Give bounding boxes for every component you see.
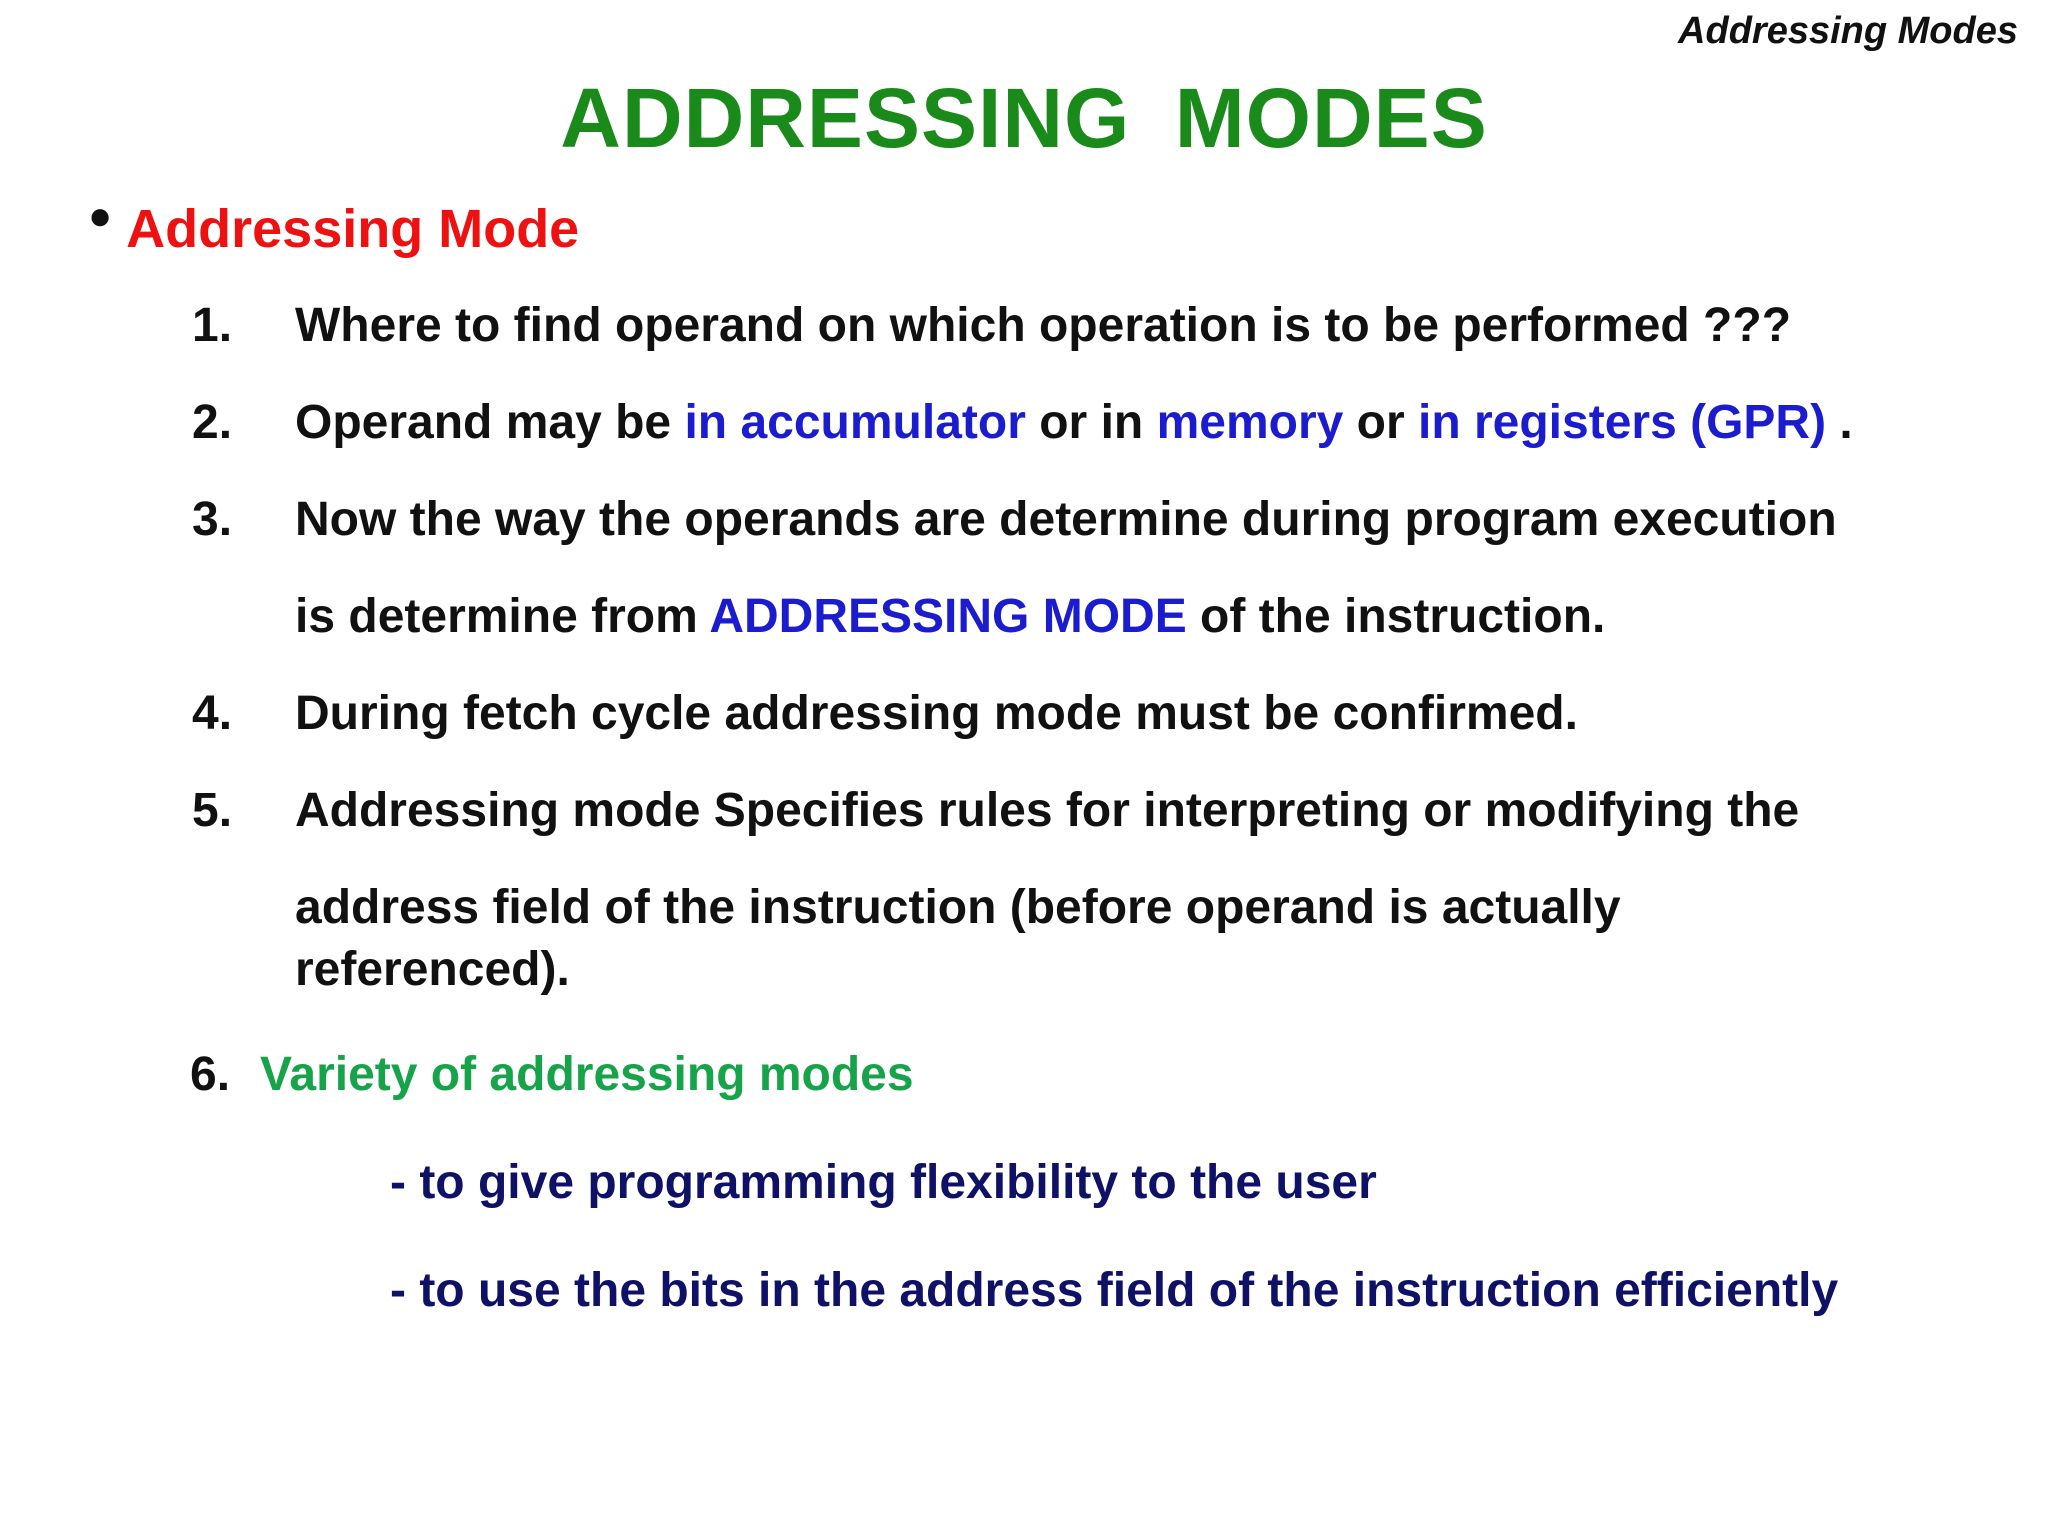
item-2-accumulator: in accumulator <box>684 396 1026 449</box>
bullet-dot-icon: ● <box>88 194 113 238</box>
item-2-memory: memory <box>1156 396 1344 449</box>
item-3-addressing-mode: ADDRESSING MODE <box>709 590 1187 643</box>
item-6-heading: Variety of addressing modes <box>260 1048 914 1101</box>
item-2-mid1: or in <box>1025 396 1157 449</box>
item-5-number: 5. <box>192 784 233 837</box>
item-5-line2: address field of the instruction (before operand is actually <box>295 881 1621 934</box>
item-2-mid2: or <box>1343 396 1418 449</box>
bullet-heading: Addressing Mode <box>126 199 580 259</box>
item-3-line2-pre: is determine from <box>295 590 710 643</box>
item-2-text <box>295 395 1853 450</box>
slide-header-label: Addressing Modes <box>1678 10 2018 52</box>
item-2-number: 2. <box>192 396 233 449</box>
item-5-line1: Addressing mode Specifies rules for interpreting or modifying the <box>295 784 1800 837</box>
item-2-pre: Operand may be <box>295 396 685 449</box>
bullet-addressing-mode <box>88 194 579 260</box>
sub-item-flexibility: - to give programming flexibility to the user <box>390 1156 1377 1209</box>
item-3-line1: Now the way the operands are determine during program execution <box>295 493 1837 546</box>
item-3-line2 <box>295 589 1605 644</box>
item-3-number: 3. <box>192 493 233 546</box>
item-4-text: During fetch cycle addressing mode must be confirmed. <box>295 687 1578 740</box>
item-1-number: 1. <box>192 299 233 352</box>
item-2-post: . <box>1826 396 1853 449</box>
item-3-line2-post: of the instruction. <box>1186 590 1606 643</box>
item-1-text: Where to find operand on which operation is to be performed ??? <box>295 299 1792 352</box>
item-6-number: 6. <box>190 1048 231 1101</box>
item-4-number: 4. <box>192 687 233 740</box>
item-2-registers: in registers (GPR) <box>1417 396 1827 449</box>
sub-item-efficiency: - to use the bits in the address field of the instruction efficiently <box>390 1264 1839 1317</box>
item-5-line3: referenced). <box>295 943 570 996</box>
slide-title: ADDRESSING MODES <box>560 71 1488 165</box>
